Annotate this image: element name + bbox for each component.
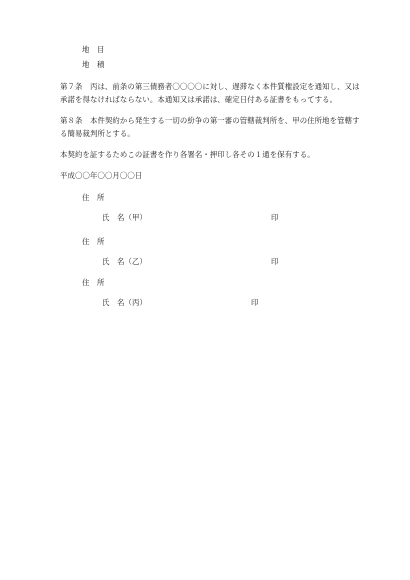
article-8 — [60, 115, 360, 140]
party-1-address-label: 住 所 — [82, 193, 105, 202]
party-3-seal-mark: 印 — [251, 298, 259, 307]
party-1-name-label: 氏 名（甲） — [102, 213, 147, 222]
party-2-seal-mark: 印 — [271, 257, 279, 266]
party-2-name-label: 氏 名（乙） — [102, 257, 147, 266]
closing-statement: 本契約を証するためこの証書を作り各署名・押印し各その１通を保有する。 — [60, 150, 315, 159]
article-7-line-2: 承諾を得なければならない。本通知又は承諾は、確定日付ある証書をもってする。 — [60, 94, 338, 104]
contract-date: 平成〇〇年〇〇月〇〇日 — [60, 171, 143, 180]
article-7 — [60, 81, 360, 106]
party-3-name-label: 氏 名（丙） — [102, 298, 147, 307]
property-chiseki-label: 地 積 — [82, 60, 105, 69]
article-8-line-1: 第８条 本件契約から発生する一切の紛争の第一審の管轄裁判所を、甲の住所地を管轄す — [60, 116, 360, 125]
party-3-address-label: 住 所 — [82, 278, 105, 287]
property-chimoku-label: 地 目 — [82, 45, 105, 54]
party-2-address-label: 住 所 — [82, 237, 105, 246]
article-8-line-2: る簡易裁判所とする。 — [60, 128, 135, 138]
article-7-line-1: 第７条 丙は、前条の第三債務者〇〇〇〇に対し、遅滞なく本件質権設定を通知し、又は — [60, 82, 360, 91]
party-1-seal-mark: 印 — [271, 213, 279, 222]
